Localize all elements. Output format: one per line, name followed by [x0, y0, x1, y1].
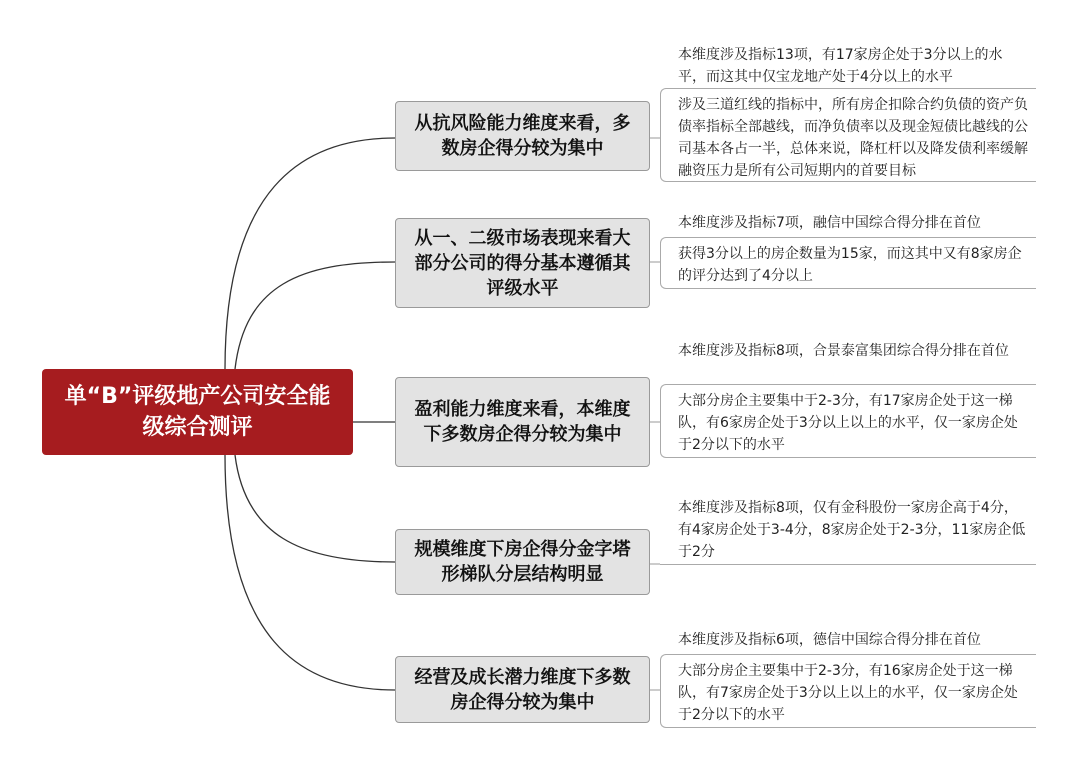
branch-risk-resistance [395, 101, 650, 171]
branch-1-detail-2: 涉及三道红线的指标中，所有房企扣除合约负债的资产负债率指标全部越线，而净负债率以及现金短债比越线的公司基本各占一半，总体来说，降杠杆以及降发债利率缓解融资压力是所有公司短期内的首要目标 [660, 88, 1036, 182]
root-node [42, 369, 353, 455]
branch-label: 规模维度下房企得分金字塔形梯队分层结构明显 [414, 539, 631, 585]
branch-3-detail-2: 大部分房企主要集中于2-3分，有17家房企处于这一梯队，有6家房企处于3分以上以上的水平，仅一家房企处于2分以下的水平 [660, 384, 1036, 458]
branch-3-detail-1: 本维度涉及指标8项，合景泰富集团综合得分排在首位 [678, 343, 1009, 359]
branch-5-detail-2: 大部分房企主要集中于2-3分，有16家房企处于这一梯队，有7家房企处于3分以上以上的水平，仅一家房企处于2分以下的水平 [660, 654, 1036, 728]
branch-operation-growth [395, 656, 650, 723]
branch-scale [395, 529, 650, 595]
root-to-branch-5-line [225, 455, 395, 690]
root-to-branch-1-line [225, 138, 395, 369]
branch-label: 从抗风险能力维度来看，多数房企得分较为集中 [414, 113, 631, 159]
branch-2-detail-2: 获得3分以上的房企数量为15家，而这其中又有8家房企的评分达到了4分以上 [660, 237, 1036, 289]
branch-profitability [395, 377, 650, 467]
branch-label: 经营及成长潜力维度下多数房企得分较为集中 [414, 666, 631, 713]
branch-label: 从一、二级市场表现来看大部分公司的得分基本遵循其评级水平 [414, 227, 631, 299]
root-to-branch-2-line [235, 262, 395, 369]
root-to-branch-4-line [235, 455, 395, 562]
branch-4-detail-1: 本维度涉及指标8项，仅有金科股份一家房企高于4分，有4家房企处于3-4分，8家房企处于2-3分，11家房企低于2分 [678, 500, 1026, 560]
branch-label: 盈利能力维度来看，本维度下多数房企得分较为集中 [414, 399, 631, 445]
branch-4-underline [660, 564, 1036, 565]
branch-2-detail-1: 本维度涉及指标7项，融信中国综合得分排在首位 [678, 215, 981, 231]
branch-market-performance [395, 218, 650, 308]
branch-1-detail-1: 本维度涉及指标13项，有17家房企处于3分以上的水平，而这其中仅宝龙地产处于4分以上的水平 [678, 47, 1003, 85]
root-title: 单“B”评级地产公司安全能级综合测评 [64, 384, 331, 440]
branch-5-detail-1: 本维度涉及指标6项，德信中国综合得分排在首位 [678, 632, 981, 648]
